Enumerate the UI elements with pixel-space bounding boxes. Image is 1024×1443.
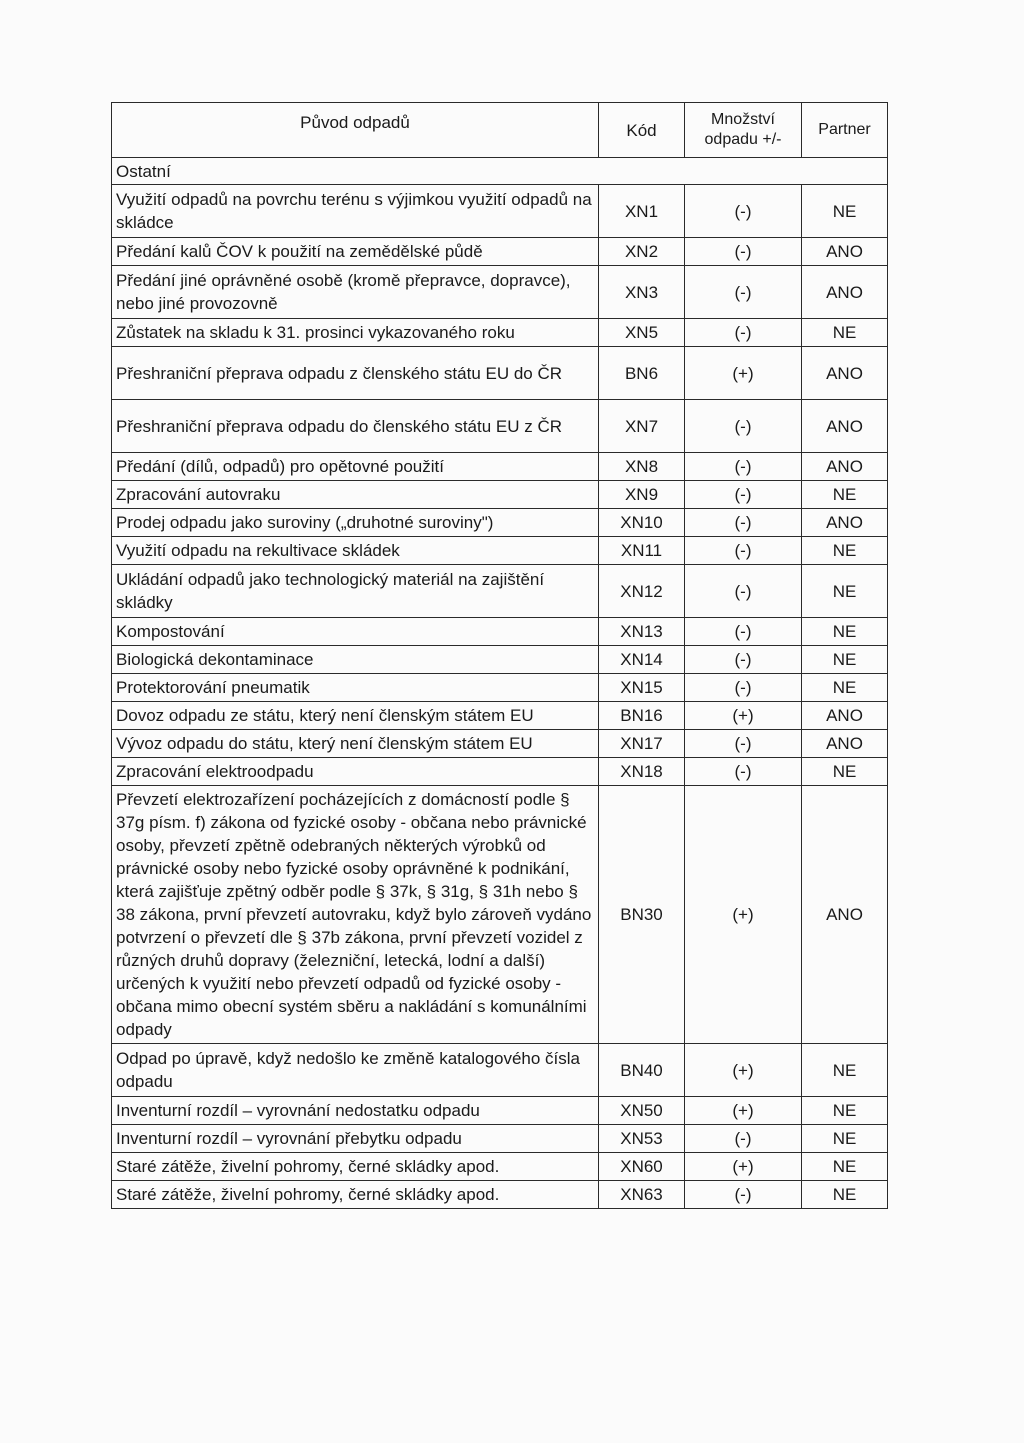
row-description: Převzetí elektrozařízení pocházejících z domácností podle § 37g písm. f) zákona od fyzické osoby - občana nebo právnické osoby, převzetí zpětně odebraných některých výrobků od právnické osoby nebo fyzické osoby oprávněné k podnikání, která zajišťuje zpětný odběr podle § 37k, § 31g, § 31h nebo § 38 zákona, první převzetí autovraku, když bylo zároveň vydáno potvrzení o převzetí dle § 37b zákona, první převzetí vozidel z různých druhů dopravy (železniční, letecká, lodní a další) určených k využití nebo převzetí odpadů od fyzické osoby - občana mimo obecní systém sběru a nakládání s komunálními odpady [112, 786, 599, 1044]
row-code: XN11 [599, 537, 685, 565]
row-partner: ANO [802, 266, 888, 319]
row-description: Přeshraniční přeprava odpadu do členského státu EU z ČR [112, 400, 599, 453]
row-code: XN18 [599, 758, 685, 786]
row-amount: (-) [685, 238, 802, 266]
row-description: Odpad po úpravě, když nedošlo ke změně katalogového čísla odpadu [112, 1044, 599, 1097]
row-code: BN40 [599, 1044, 685, 1097]
row-amount: (-) [685, 537, 802, 565]
row-code: XN60 [599, 1153, 685, 1181]
row-partner: NE [802, 565, 888, 618]
row-description: Přeshraniční přeprava odpadu z členského státu EU do ČR [112, 347, 599, 400]
row-description: Využití odpadů na povrchu terénu s výjimkou využití odpadů na skládce [112, 185, 599, 238]
row-amount: (+) [685, 347, 802, 400]
row-partner: NE [802, 481, 888, 509]
row-amount: (-) [685, 266, 802, 319]
row-partner: ANO [802, 730, 888, 758]
row-description: Předání (dílů, odpadů) pro opětovné použití [112, 453, 599, 481]
row-description: Předání jiné oprávněné osobě (kromě přepravce, dopravce), nebo jiné provozovně [112, 266, 599, 319]
row-partner: NE [802, 1125, 888, 1153]
table-row [112, 481, 888, 509]
table-row [112, 347, 888, 400]
row-amount: (+) [685, 786, 802, 1044]
row-description: Zpracování autovraku [112, 481, 599, 509]
row-code: XN5 [599, 319, 685, 347]
section-row [112, 158, 888, 185]
row-amount: (-) [685, 185, 802, 238]
row-code: XN15 [599, 674, 685, 702]
row-amount: (-) [685, 509, 802, 537]
row-code: XN8 [599, 453, 685, 481]
row-partner: ANO [802, 453, 888, 481]
table-row [112, 537, 888, 565]
row-description: Zůstatek na skladu k 31. prosinci vykazovaného roku [112, 319, 599, 347]
row-amount: (-) [685, 674, 802, 702]
row-amount: (-) [685, 565, 802, 618]
table-row [112, 1044, 888, 1097]
row-partner: NE [802, 618, 888, 646]
row-amount: (-) [685, 1125, 802, 1153]
row-description: Prodej odpadu jako suroviny („druhotné suroviny") [112, 509, 599, 537]
section-label: Ostatní [112, 158, 888, 185]
row-partner: NE [802, 319, 888, 347]
table-row [112, 1125, 888, 1153]
row-amount: (-) [685, 400, 802, 453]
table-row [112, 400, 888, 453]
row-partner: ANO [802, 509, 888, 537]
row-code: XN13 [599, 618, 685, 646]
row-code: XN7 [599, 400, 685, 453]
row-amount: (+) [685, 1097, 802, 1125]
header-partner: Partner [802, 103, 888, 158]
row-amount: (+) [685, 1153, 802, 1181]
row-partner: NE [802, 185, 888, 238]
table-row [112, 618, 888, 646]
table-row [112, 1097, 888, 1125]
waste-origin-table [111, 102, 888, 1209]
table-row [112, 702, 888, 730]
row-description: Využití odpadu na rekultivace skládek [112, 537, 599, 565]
row-partner: ANO [802, 786, 888, 1044]
row-amount: (-) [685, 1181, 802, 1209]
row-amount: (+) [685, 1044, 802, 1097]
row-code: XN2 [599, 238, 685, 266]
header-code: Kód [599, 103, 685, 158]
row-amount: (-) [685, 453, 802, 481]
row-code: XN10 [599, 509, 685, 537]
row-description: Dovoz odpadu ze státu, který není členským státem EU [112, 702, 599, 730]
row-description: Vývoz odpadu do státu, který není členským státem EU [112, 730, 599, 758]
table-row [112, 1181, 888, 1209]
header-origin: Původ odpadů [112, 103, 599, 158]
row-partner: NE [802, 1097, 888, 1125]
row-description: Ukládání odpadů jako technologický materiál na zajištění skládky [112, 565, 599, 618]
table-row [112, 185, 888, 238]
table-row [112, 730, 888, 758]
row-code: BN16 [599, 702, 685, 730]
row-partner: ANO [802, 400, 888, 453]
row-description: Inventurní rozdíl – vyrovnání nedostatku odpadu [112, 1097, 599, 1125]
table-row [112, 786, 888, 1044]
row-partner: NE [802, 758, 888, 786]
row-description: Kompostování [112, 618, 599, 646]
row-code: XN63 [599, 1181, 685, 1209]
table-row [112, 266, 888, 319]
row-amount: (+) [685, 702, 802, 730]
table-row [112, 238, 888, 266]
row-code: XN50 [599, 1097, 685, 1125]
row-description: Protektorování pneumatik [112, 674, 599, 702]
table-row [112, 509, 888, 537]
row-partner: ANO [802, 238, 888, 266]
table-row [112, 565, 888, 618]
row-description: Biologická dekontaminace [112, 646, 599, 674]
row-description: Předání kalů ČOV k použití na zemědělské půdě [112, 238, 599, 266]
row-code: BN6 [599, 347, 685, 400]
header-amount: Množství odpadu +/- [685, 103, 802, 158]
row-code: XN53 [599, 1125, 685, 1153]
row-partner: ANO [802, 347, 888, 400]
row-amount: (-) [685, 646, 802, 674]
row-partner: ANO [802, 702, 888, 730]
row-partner: NE [802, 537, 888, 565]
row-partner: NE [802, 1153, 888, 1181]
row-code: XN12 [599, 565, 685, 618]
row-amount: (-) [685, 481, 802, 509]
table-row [112, 453, 888, 481]
row-description: Staré zátěže, živelní pohromy, černé skládky apod. [112, 1153, 599, 1181]
row-code: XN9 [599, 481, 685, 509]
row-amount: (-) [685, 618, 802, 646]
row-amount: (-) [685, 730, 802, 758]
row-description: Inventurní rozdíl – vyrovnání přebytku odpadu [112, 1125, 599, 1153]
row-code: XN17 [599, 730, 685, 758]
table-row [112, 1153, 888, 1181]
row-partner: NE [802, 646, 888, 674]
table-row [112, 319, 888, 347]
row-code: XN3 [599, 266, 685, 319]
row-amount: (-) [685, 758, 802, 786]
table-header-row [112, 103, 888, 158]
row-description: Zpracování elektroodpadu [112, 758, 599, 786]
row-amount: (-) [685, 319, 802, 347]
row-partner: NE [802, 1044, 888, 1097]
table-row [112, 646, 888, 674]
row-partner: NE [802, 1181, 888, 1209]
row-code: XN1 [599, 185, 685, 238]
row-description: Staré zátěže, živelní pohromy, černé skládky apod. [112, 1181, 599, 1209]
row-code: BN30 [599, 786, 685, 1044]
row-partner: NE [802, 674, 888, 702]
table-row [112, 758, 888, 786]
row-code: XN14 [599, 646, 685, 674]
table-row [112, 674, 888, 702]
